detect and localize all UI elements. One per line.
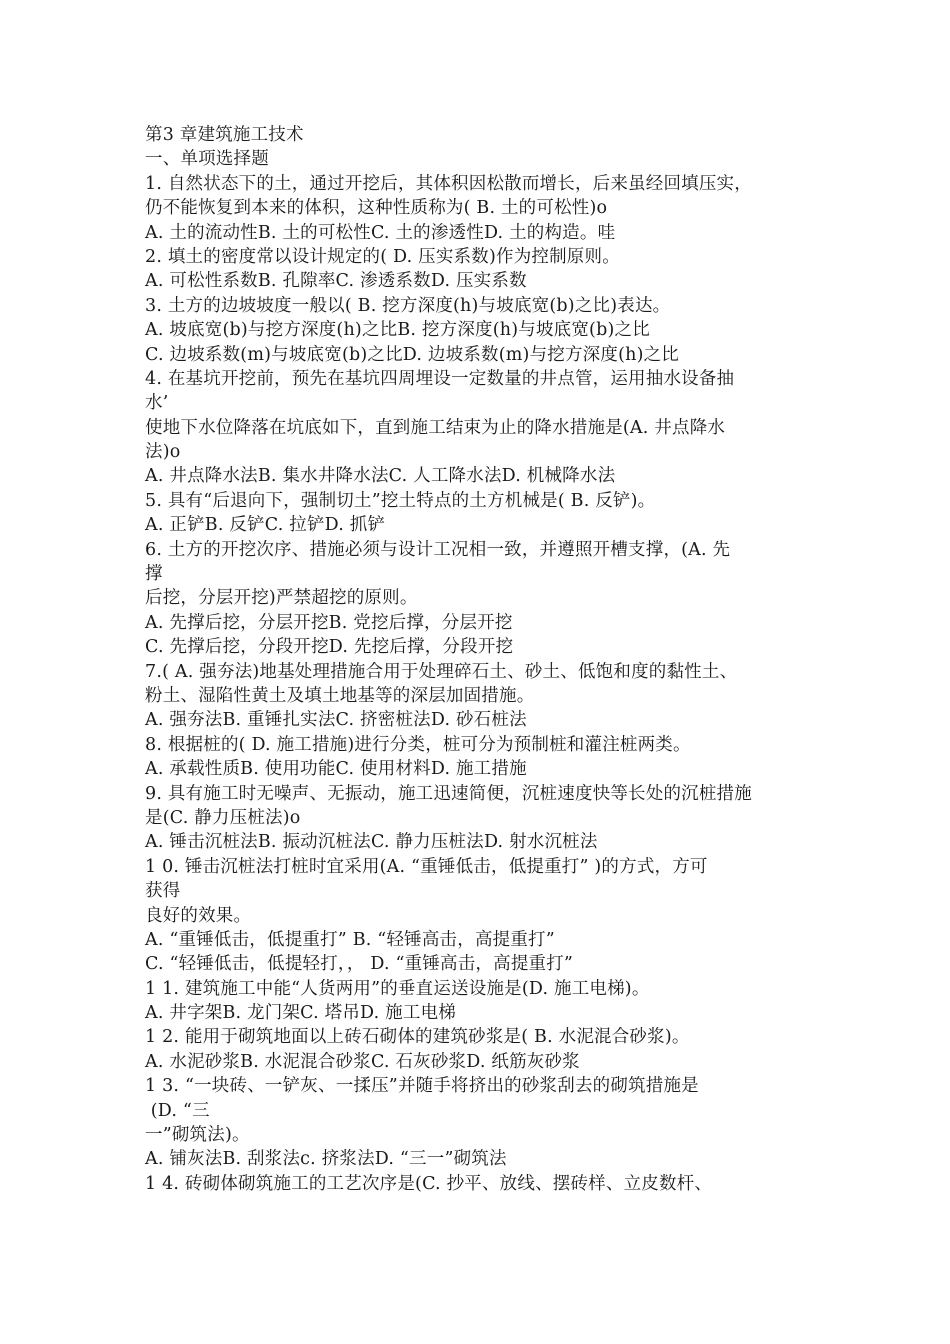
question-10-options-ab: A. “重锤低击，低提重打” B. “轻锤高击，高提重打”: [145, 929, 555, 950]
question-10-text-cont: 获得: [145, 881, 181, 902]
question-8-text: 8. 根据桩的( D. 施工措施)进行分类，桩可分为预制桩和灌注桩两类。: [145, 734, 691, 755]
question-9-text: 9. 具有施工时无噪声、无振动，施工迅速简便，沉桩速度快等长处的沉桩措施: [145, 783, 752, 804]
question-13-text-cont: 一”砌筑法)。: [145, 1125, 250, 1146]
question-13-text-cont: (D. “三: [145, 1100, 210, 1121]
question-3-options-ab: A. 坡底宽(b)与挖方深度(h)之比B. 挖方深度(h)与坡底宽(b)之比: [145, 320, 650, 341]
question-10-text-cont: 良好的效果。: [145, 905, 252, 926]
question-6-options-cd: C. 先撑后挖，分段开挖D. 先挖后撑，分段开挖: [145, 637, 514, 658]
question-4-text-cont: 法)o: [145, 442, 181, 463]
question-9-options: A. 锤击沉桩法B. 振动沉桩法C. 静力压桩法D. 射水沉桩法: [145, 832, 598, 853]
document-body: [145, 123, 810, 1196]
question-6-options-ab: A. 先撑后挖，分层开挖B. 党挖后撑，分层开挖: [145, 612, 513, 633]
question-1-text-cont: 仍不能恢复到本来的体积，这种性质称为( B. 土的可松性)o: [145, 198, 608, 219]
question-13-text: 1 3. “一块砖、一铲灰、一揉压”并随手将挤出的砂浆刮去的砌筑措施是: [145, 1076, 699, 1097]
question-11-options: A. 井字架B. 龙门架C. 塔吊D. 施工电梯: [145, 1003, 456, 1024]
question-4-options: A. 井点降水法B. 集水井降水法C. 人工降水法D. 机械降水法: [145, 466, 616, 487]
question-3-text: 3. 土方的边坡坡度一般以( B. 挖方深度(h)与坡底宽(b)之比)表达。: [145, 295, 671, 316]
question-1-options: A. 土的流动性B. 土的可松性C. 土的渗透性D. 土的构造。哇: [145, 222, 616, 243]
question-4-text-cont: 水’: [145, 393, 169, 414]
section-heading: 一、单项选择题: [145, 149, 269, 170]
question-6-text-cont: 撑: [145, 564, 163, 585]
question-10-options-cd: C. “轻锤低击，低提轻打，， D. “重锤高击，高提重打”: [145, 954, 574, 975]
question-9-text-cont: 是(C. 静力压桩法)o: [145, 807, 301, 828]
question-14-text: 1 4. 砖砌体砌筑施工的工艺次序是(C. 抄平、放线、摆砖样、立皮数杆、: [145, 1173, 713, 1194]
question-1-text: 1. 自然状态下的土，通过开挖后，其体积因松散而增长，后来虽经回填压实，: [145, 173, 752, 194]
question-12-options: A. 水泥砂浆B. 水泥混合砂浆C. 石灰砂浆D. 纸筋灰砂浆: [145, 1051, 580, 1072]
question-13-options: A. 铺灰法B. 刮浆法c. 挤浆法D. “三一”砌筑法: [145, 1149, 507, 1170]
question-6-text-cont: 后挖，分层开挖)严禁超挖的原则。: [145, 588, 418, 609]
question-8-options: A. 承载性质B. 使用功能C. 使用材料D. 施工措施: [145, 759, 527, 780]
chapter-title: 第3 章建筑施工技术: [145, 125, 304, 145]
question-10-text: 1 0. 锤击沉桩法打桩时宜采用(A. “重锤低击，低提重打” )的方式，方可: [145, 856, 708, 877]
question-7-text-cont: 粉土、湿陷性黄土及填土地基等的深层加固措施。: [145, 685, 535, 706]
question-5-options: A. 正铲B. 反铲C. 拉铲D. 抓铲: [145, 515, 386, 536]
question-7-text: 7.( A. 强夯法)地基处理措施合用于处理碎石土、砂土、低饱和度的黏性土、: [145, 661, 738, 682]
question-6-text: 6. 土方的开挖次序、措施必须与设计工况相一致，并遵照开槽支撑，(A. 先: [145, 539, 731, 560]
question-4-text-cont: 使地下水位降落在坑底如下，直到施工结束为止的降水措施是(A. 井点降水: [145, 417, 726, 438]
question-4-text: 4. 在基坑开挖前，预先在基坑四周埋设一定数量的井点管，运用抽水设备抽: [145, 368, 735, 389]
question-11-text: 1 1. 建筑施工中能“人货两用”的垂直运送设施是(D. 施工电梯)。: [145, 978, 650, 999]
question-5-text: 5. 具有“后退向下，强制切土”挖土特点的土方机械是( B. 反铲)。: [145, 490, 656, 511]
question-3-options-cd: C. 边坡系数(m)与坡底宽(b)之比D. 边坡系数(m)与挖方深度(h)之比: [145, 344, 680, 365]
question-12-text: 1 2. 能用于砌筑地面以上砖石砌体的建筑砂浆是( B. 水泥混合砂浆)。: [145, 1027, 690, 1048]
question-2-options: A. 可松性系数B. 孔隙率C. 渗透系数D. 压实系数: [145, 271, 527, 292]
question-2-text: 2. 填土的密度常以设计规定的( D. 压实系数)作为控制原则。: [145, 246, 620, 267]
question-7-options: A. 强夯法B. 重锤扎实法C. 挤密桩法D. 砂石桩法: [145, 710, 527, 731]
